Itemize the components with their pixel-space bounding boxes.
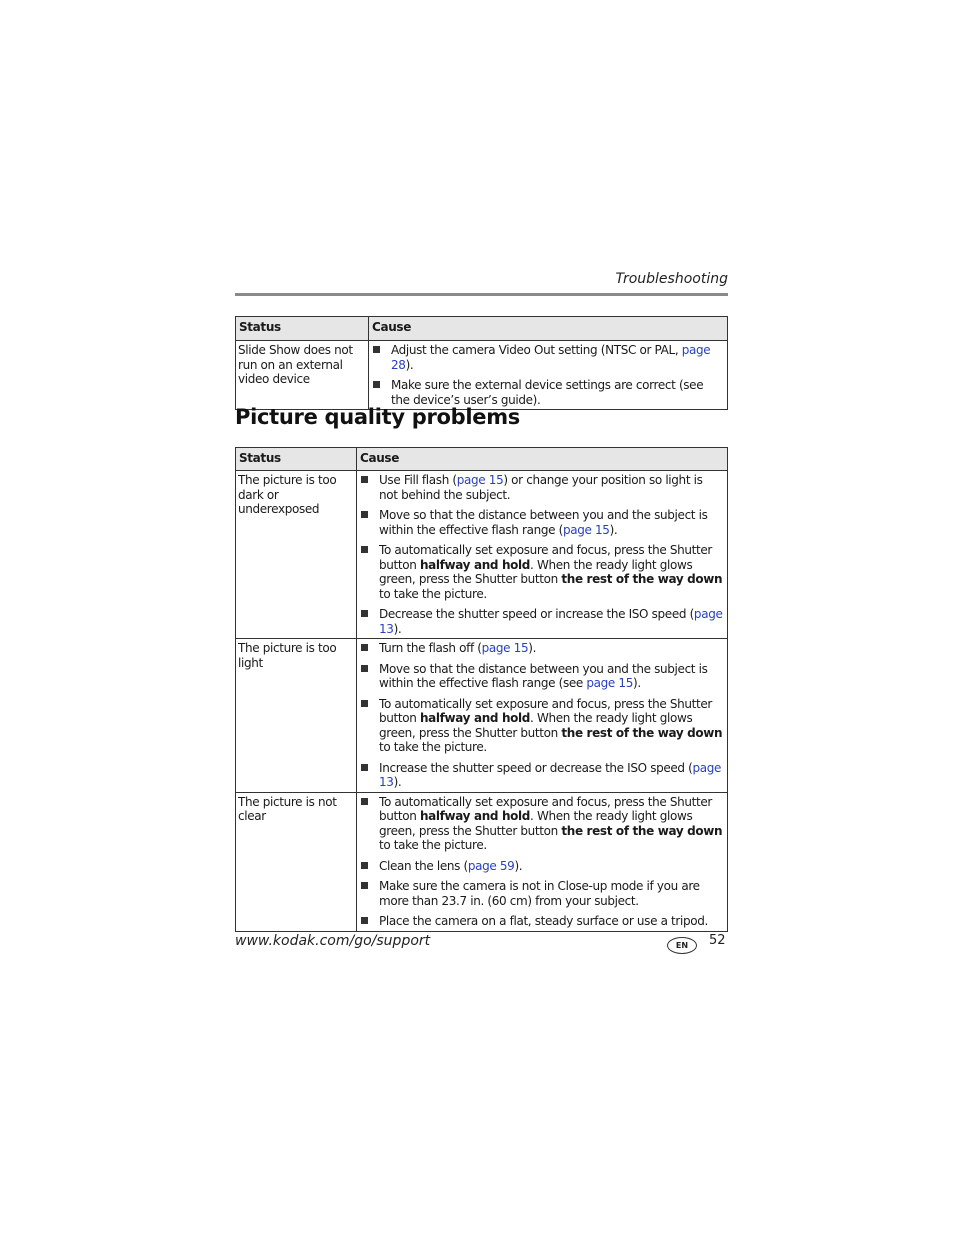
running-header: Troubleshooting: [615, 271, 728, 287]
header-rule: [235, 293, 728, 296]
cause-cell: [357, 792, 728, 931]
square-bullet-icon: [361, 862, 368, 869]
cause-item: [359, 641, 724, 656]
cause-list: [359, 795, 724, 929]
cause-item: [359, 761, 724, 790]
column-header-status: Status: [236, 448, 357, 471]
page-number: 52: [709, 933, 726, 948]
table-row: [236, 792, 728, 931]
cause-text: ).: [609, 522, 618, 537]
section-title: Picture quality problems: [235, 405, 520, 429]
cause-text: to take the picture.: [379, 586, 487, 601]
cause-text: . When the ready light glows green, press the Shutter button: [379, 557, 693, 586]
page-link[interactable]: page 13: [379, 760, 722, 789]
page-link[interactable]: page 15: [562, 522, 610, 537]
page-link[interactable]: page 15: [456, 473, 504, 487]
emphasis-text: halfway and hold: [419, 809, 531, 823]
cause-cell: [357, 471, 728, 639]
cause-item: [359, 879, 724, 908]
cause-text: Make sure the camera is not in Close-up mode if you are more than 23.7 in. (60 cm) from your subject.: [379, 879, 700, 908]
cause-text: Move so that the distance between you and the subject is within the effective flash range (: [379, 508, 708, 537]
cause-text: ).: [633, 676, 641, 690]
cause-cell: [357, 639, 728, 793]
cause-text: ).: [405, 357, 414, 372]
cause-text: ) or change your position so light is not behind the subject.: [379, 473, 703, 502]
cause-text: Decrease the shutter speed or increase the ISO speed (: [379, 607, 694, 621]
cause-list: [359, 641, 724, 790]
page-link[interactable]: page 59: [467, 858, 515, 873]
cause-item: [371, 343, 724, 372]
square-bullet-icon: [361, 882, 368, 889]
cause-text: To automatically set exposure and focus, press the Shutter button: [379, 696, 712, 725]
column-header-cause: Cause: [357, 448, 728, 471]
cause-text: ).: [393, 775, 402, 789]
slide-show-table: [235, 316, 728, 410]
cause-text: ).: [528, 641, 537, 655]
cause-cell: [369, 341, 728, 410]
square-bullet-icon: [361, 764, 368, 771]
square-bullet-icon: [361, 610, 368, 617]
cause-item: [359, 662, 724, 691]
language-badge: EN: [667, 937, 697, 954]
table2-body: [236, 471, 728, 932]
cause-list: [359, 473, 724, 636]
table-row: [236, 471, 728, 639]
page-link[interactable]: page 15: [586, 676, 633, 690]
cause-item: [359, 607, 724, 636]
table1-body: [236, 341, 728, 410]
cause-text: to take the picture.: [379, 838, 487, 852]
emphasis-text: halfway and hold: [419, 711, 531, 725]
status-cell: The picture is not clear: [236, 792, 357, 931]
cause-text: Turn the flash off (: [379, 641, 482, 655]
square-bullet-icon: [373, 346, 380, 353]
square-bullet-icon: [361, 798, 368, 805]
square-bullet-icon: [361, 917, 368, 924]
cause-text: Move so that the distance between you and the subject is within the effective flash range (see: [379, 661, 708, 690]
square-bullet-icon: [361, 665, 368, 672]
cause-list: [371, 343, 724, 407]
emphasis-text: the rest of the way down: [561, 572, 723, 586]
cause-text: ).: [393, 621, 402, 636]
square-bullet-icon: [361, 511, 368, 518]
square-bullet-icon: [361, 700, 368, 707]
cause-item: [371, 378, 724, 407]
status-cell: Slide Show does not run on an external video device: [236, 341, 369, 410]
cause-item: [359, 473, 724, 502]
page-link[interactable]: page 15: [481, 641, 529, 655]
cause-text: Increase the shutter speed or decrease the ISO speed (: [379, 760, 693, 775]
cause-item: [359, 795, 724, 853]
emphasis-text: halfway and hold: [419, 557, 531, 572]
cause-item: [359, 508, 724, 537]
table-row: [236, 341, 728, 410]
cause-text: . When the ready light glows green, press the Shutter button: [379, 809, 693, 838]
emphasis-text: the rest of the way down: [561, 725, 723, 740]
column-header-cause: Cause: [369, 317, 728, 341]
status-cell: The picture is too light: [236, 639, 357, 793]
status-cell: The picture is too dark or underexposed: [236, 471, 357, 639]
cause-item: [359, 859, 724, 874]
cause-text: To automatically set exposure and focus, press the Shutter button: [379, 543, 712, 572]
cause-item: [359, 914, 724, 929]
cause-text: to take the picture.: [379, 740, 487, 754]
column-header-status: Status: [236, 317, 369, 341]
page-link[interactable]: page 13: [379, 607, 723, 636]
cause-text: Adjust the camera Video Out setting (NTSC or PAL,: [391, 343, 682, 357]
cause-item: [359, 543, 724, 601]
square-bullet-icon: [361, 476, 368, 483]
cause-text: . When the ready light glows green, press the Shutter button: [379, 711, 693, 740]
support-url[interactable]: www.kodak.com/go/support: [235, 933, 431, 949]
cause-text: Make sure the external device settings are correct (see the device’s user’s guide).: [391, 378, 704, 407]
cause-text: ).: [514, 858, 523, 873]
cause-text: Clean the lens (: [379, 858, 468, 873]
cause-text: Place the camera on a flat, steady surface or use a tripod.: [379, 914, 708, 928]
emphasis-text: the rest of the way down: [561, 823, 723, 838]
cause-text: Use Fill flash (: [379, 473, 457, 487]
cause-text: To automatically set exposure and focus, press the Shutter button: [379, 794, 712, 823]
square-bullet-icon: [373, 381, 380, 388]
picture-quality-table: [235, 447, 728, 932]
page-link[interactable]: page 28: [391, 343, 711, 372]
square-bullet-icon: [361, 546, 368, 553]
cause-item: [359, 697, 724, 755]
table-row: [236, 639, 728, 793]
square-bullet-icon: [361, 644, 368, 651]
